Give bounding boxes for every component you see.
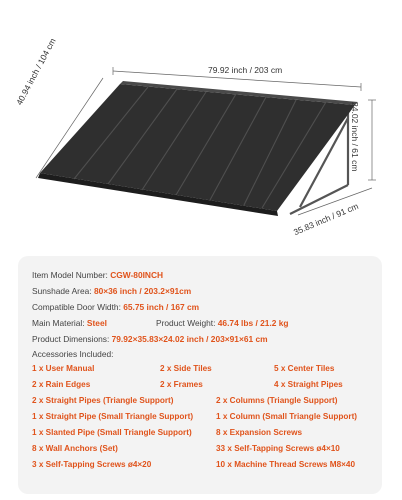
depth-dimension-label: 40.94 inch / 104 cm: [14, 36, 58, 107]
accessory-item: 33 x Self-Tapping Screws ø4×10: [216, 444, 340, 453]
accessory-item: 5 x Center Tiles: [274, 364, 335, 373]
spec-material: Main Material: Steel: [32, 318, 107, 328]
accessory-item: 2 x Rain Edges: [32, 380, 91, 389]
spec-door-width: Compatible Door Width: 65.75 inch / 167 cm: [32, 302, 200, 312]
accessory-item: 1 x Straight Pipe (Small Triangle Support): [32, 412, 194, 421]
accessory-item: 2 x Side Tiles: [160, 364, 212, 373]
accessory-item: 10 x Machine Thread Screws M8×40: [216, 460, 356, 469]
bracket-dimension-label: 35.83 inch / 91 cm: [292, 200, 360, 238]
accessory-item: 2 x Straight Pipes (Triangle Support): [32, 396, 174, 405]
specifications-panel: [18, 256, 382, 494]
accessory-item: 8 x Expansion Screws: [216, 428, 303, 437]
spec-model: Item Model Number: CGW-80INCH: [32, 270, 164, 280]
spec-product-dimensions: Product Dimensions: 79.92×35.83×24.02 inch / 203×91×61 cm: [32, 334, 268, 344]
accessory-item: 1 x Slanted Pipe (Small Triangle Support): [32, 428, 192, 437]
accessories-heading: Accessories Included:: [32, 349, 114, 359]
accessory-item: 8 x Wall Anchors (Set): [32, 444, 118, 453]
accessory-item: 2 x Frames: [160, 380, 203, 389]
accessory-item: 4 x Straight Pipes: [274, 380, 343, 389]
width-dimension-label: 79.92 inch / 203 cm: [208, 65, 283, 75]
accessory-item: 1 x Column (Small Triangle Support): [216, 412, 358, 421]
accessory-item: 1 x User Manual: [32, 364, 95, 373]
spec-weight: Product Weight: 46.74 lbs / 21.2 kg: [156, 318, 289, 328]
accessory-item: 2 x Columns (Triangle Support): [216, 396, 338, 405]
spec-area: Sunshade Area: 80×36 inch / 203.2×91cm: [32, 286, 192, 296]
height-dimension-label: 24.02 inch / 61 cm: [350, 102, 360, 172]
accessory-item: 3 x Self-Tapping Screws ø4×20: [32, 460, 152, 469]
